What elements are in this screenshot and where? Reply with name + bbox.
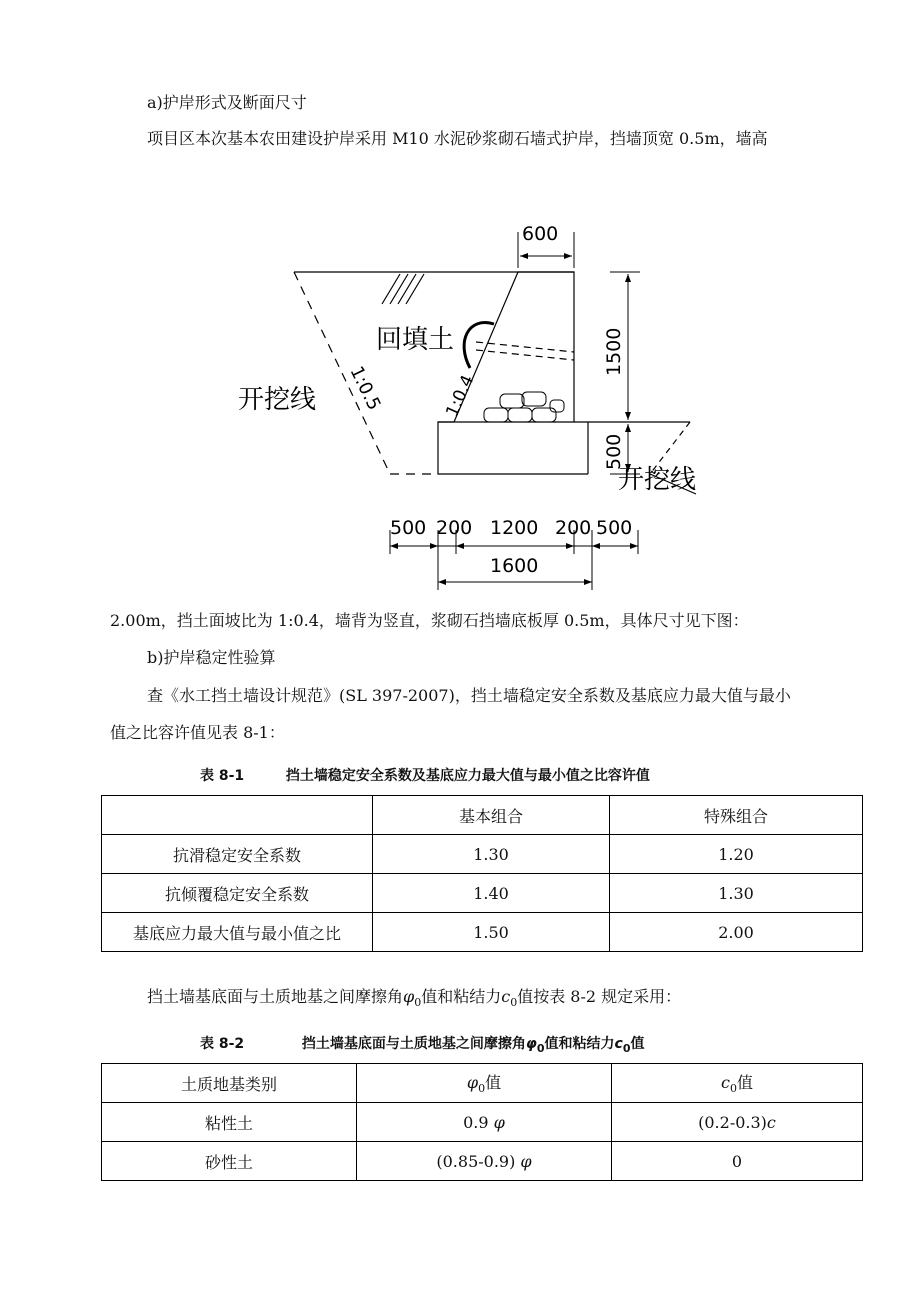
section-a-paragraph-1: 项目区本次基本农田建设护岸采用 M10 水泥砂浆砌石墙式护岸，挡墙顶宽 0.5m，墙高 [147,129,768,148]
table2-cell-phi [357,1142,612,1181]
subscript-zero: 0 [478,1082,486,1096]
subscript-zero: 0 [536,1041,545,1055]
phi-symbol: φ [403,987,415,1006]
table1-caption [200,765,650,785]
dim-bottom-4: 500 [596,517,633,539]
table-row [102,874,863,913]
table2-caption-before: 挡土墙基底面与土质地基之间摩擦角 [301,1036,526,1052]
table1-caption-no: 表 8-1 [200,768,245,784]
subscript-zero: 0 [414,996,422,1010]
phi-symbol: φ [493,1112,505,1132]
table2-header-c [612,1064,863,1103]
section-a-paragraph-2: 2.00m，挡土面坡比为 1:0.4，墙背为竖直，浆砌石挡墙底板厚 0.5m，具体尺寸见下图： [110,611,749,630]
table1-header-2: 特殊组合 [610,796,863,835]
table2-caption [200,1033,645,1055]
friction-paragraph [147,984,681,1009]
filter-arc [464,323,494,368]
label-excavation-right: 开挖线 [617,465,696,495]
label-backfill: 回填土 [376,325,455,355]
section-b-heading: b)护岸稳定性验算 [147,648,276,667]
phi-symbol: φ [466,1073,479,1093]
table1-cell: 2.00 [610,913,863,952]
stone-pile [484,392,564,422]
dim-top: 600 [522,223,559,245]
table-row [102,835,863,874]
table-row [102,796,863,835]
c-symbol: c [614,1036,623,1052]
dim-right-upper: 1500 [603,327,625,376]
friction-text-before: 挡土墙基底面与土质地基之间摩擦角 [147,987,404,1006]
table2-caption-mid: 值和粘结力 [544,1036,615,1052]
dim-bottom-3: 200 [555,517,592,539]
c-symbol: c [501,987,511,1006]
table-row [102,1064,863,1103]
table2-cell-phi [357,1103,612,1142]
label-excavation-left: 开挖线 [238,385,317,415]
table1-header-1: 基本组合 [373,796,610,835]
table1 [101,795,863,952]
phi-symbol: φ [520,1151,532,1171]
cell-value: (0.2-0.3) [698,1112,767,1132]
subscript-zero: 0 [729,1082,737,1096]
dim-bottom-1: 200 [436,517,473,539]
table1-cell: 1.50 [373,913,610,952]
dim-bottom-0: 500 [390,517,427,539]
table1-caption-title: 挡土墙稳定安全系数及基底应力最大值与最小值之比容许值 [285,768,650,784]
subscript-zero: 0 [622,1041,631,1055]
dim-right-lower: 500 [603,433,625,470]
table1-cell: 抗倾覆稳定安全系数 [102,874,373,913]
friction-text-mid: 值和粘结力 [421,987,502,1006]
header-suffix: 值 [736,1073,753,1093]
table2 [101,1063,863,1181]
table1-cell: 基底应力最大值与最小值之比 [102,913,373,952]
table1-cell: 1.20 [610,835,863,874]
label-slope-left: 1:0.5 [345,362,385,414]
table1-cell: 1.30 [610,874,863,913]
table1-header-0 [102,796,373,835]
table2-cell-c [612,1103,863,1142]
excavation-line-left [294,272,390,474]
table1-cell: 1.40 [373,874,610,913]
cell-value: (0.85-0.9) [436,1151,521,1171]
table2-caption-no: 表 8-2 [200,1036,245,1052]
table2-header-phi [357,1064,612,1103]
table2-header-soil: 土质地基类别 [102,1064,357,1103]
c-symbol: c [721,1073,730,1093]
friction-text-after: 值按表 8-2 规定采用： [517,987,682,1006]
c-symbol: c [766,1112,776,1132]
header-suffix: 值 [485,1073,502,1093]
retaining-wall-section-diagram [230,212,700,604]
table-row [102,913,863,952]
section-b-paragraph-2: 值之比容许值见表 8-1： [110,723,285,742]
subscript-zero: 0 [510,996,518,1010]
table1-cell: 抗滑稳定安全系数 [102,835,373,874]
dim-bottom-total: 1600 [490,555,539,577]
table2-cell-soil: 砂性土 [102,1142,357,1181]
table2-cell-soil: 粘性土 [102,1103,357,1142]
section-b-paragraph-1: 查《水工挡土墙设计规范》(SL 397-2007)，挡土墙稳定安全系数及基底应力最大值与最小 [147,686,791,705]
cell-value: 0.9 [463,1112,494,1132]
dim-bottom-2: 1200 [490,517,539,539]
phi-symbol: φ [525,1036,537,1052]
table2-caption-after: 值 [630,1036,645,1052]
table1-cell: 1.30 [373,835,610,874]
section-a-heading: a)护岸形式及断面尺寸 [147,93,307,112]
label-slope-face: 1:0.4 [442,372,479,421]
table-row [102,1142,863,1181]
table2-cell-c: 0 [612,1142,863,1181]
table-row [102,1103,863,1142]
